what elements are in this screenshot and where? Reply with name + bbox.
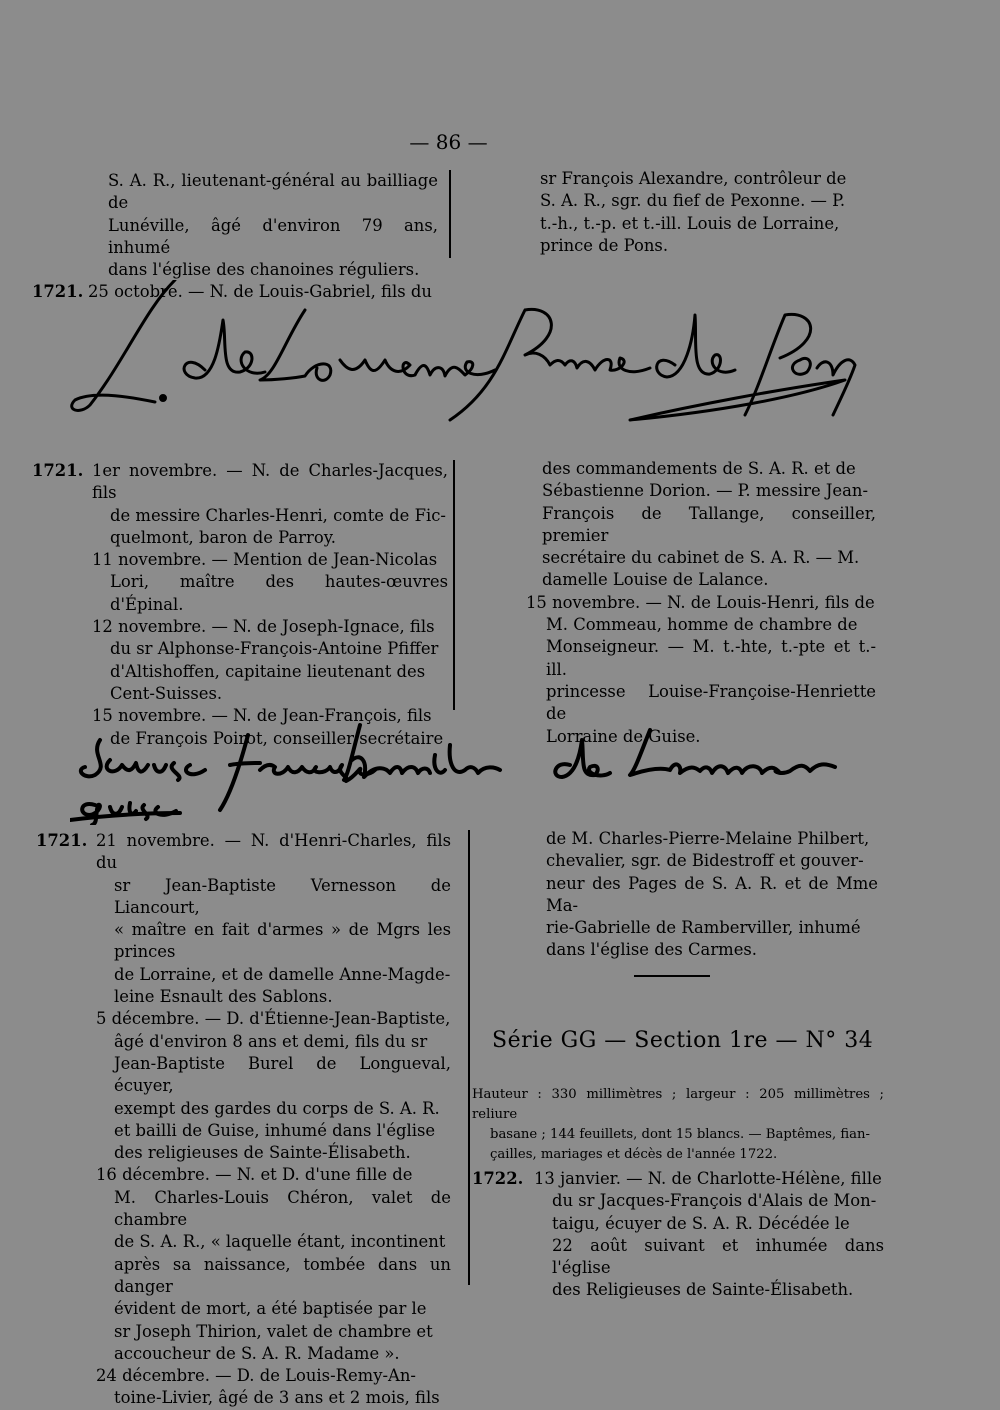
text-line: dans l'église des chanoines réguliers. [108, 260, 420, 280]
text-line: âgé d'environ 8 ans et demi, fils du sr [114, 1031, 428, 1051]
text-line: t.-h., t.-p. et t.-ill. Louis de Lorraine, [540, 213, 840, 233]
section-divider [634, 975, 710, 977]
signature-louise-francoise-henriette-de-lorraine [70, 715, 870, 825]
text-line: 5 décembre. — D. d'Étienne-Jean-Baptiste, [96, 1009, 451, 1029]
block2-left-column [32, 460, 448, 750]
text-line: 22 août suivant et inhumée dans l'église [552, 1235, 884, 1278]
text-line: sr François Alexandre, contrôleur de [540, 169, 847, 188]
text-line [472, 1168, 884, 1190]
text-line: « maître en fait d'armes » de Mgrs les princes [114, 920, 451, 962]
text-line: de messire Charles-Henri, comte de Fic- [110, 505, 446, 525]
column-divider [453, 460, 455, 710]
text-line: toine-Livier, âgé de 3 ans et 2 mois, fils [114, 1388, 440, 1408]
entry-text: 25 octobre. — N. de Louis-Gabriel, fils du [88, 282, 432, 302]
year-label: 1722. [472, 1169, 524, 1188]
text-line: 15 novembre. — N. de Jean-François, fils [92, 706, 432, 726]
block3-right-column [546, 828, 878, 962]
text-line: des commandements de S. A. R. et de [542, 459, 856, 478]
text-line: 12 novembre. — N. de Joseph-Ignace, fils [92, 617, 435, 637]
text-line: S. A. R., sgr. du fief de Pexonne. — P. [540, 191, 846, 211]
series-description [472, 1085, 884, 1165]
text-line: damelle Louise de Lalance. [542, 570, 769, 590]
text-line: basane ; 144 feuillets, dont 15 blancs. — Baptêmes, fian- [490, 1127, 870, 1142]
text-line: exempt des gardes du corps de S. A. R. [114, 1098, 440, 1118]
text-line: de Lorraine, et de damelle Anne-Magde- [114, 964, 451, 984]
signature-lorraine-prince-de-pons [55, 280, 875, 430]
text-line: accoucheur de S. A. R. Madame ». [114, 1343, 400, 1363]
text-line: çailles, mariages et décès de l'année 1722. [490, 1147, 778, 1162]
text-line: chevalier, sgr. de Bidestroff et gouver- [546, 851, 864, 871]
entry-text: 13 janvier. — N. de Charlotte-Hélène, fille [534, 1169, 882, 1188]
block1-right-column [540, 168, 870, 257]
text-line: évident de mort, a été baptisée par le [114, 1299, 427, 1319]
text-line: Cent-Suisses. [110, 683, 223, 703]
text-line [32, 460, 448, 505]
year-label: 1721. [32, 461, 84, 480]
text-line: du sr Jacques-François d'Alais de Mon- [552, 1191, 877, 1211]
text-line: S. A. R., lieutenant-général au bailliage de [108, 171, 438, 213]
text-line: de M. Charles-Pierre-Melaine Philbert, [546, 829, 870, 848]
text-line: rie-Gabrielle de Ramberviller, inhumé [546, 918, 861, 938]
text-line: 15 novembre. — N. de Louis-Henri, fils de [526, 592, 875, 612]
text-line: des religieuses de Sainte-Élisabeth. [114, 1143, 411, 1163]
column-divider [468, 830, 470, 1285]
text-line: de François Poirot, conseiller secrétaire [110, 728, 444, 748]
text-line: sr Jean-Baptiste Vernesson de Liancourt, [114, 875, 451, 917]
entry-text: 21 novembre. — N. d'Henri-Charles, fils du [96, 831, 451, 873]
block2-right-column [526, 458, 876, 748]
text-line: et bailli de Guise, inhumé dans l'église [114, 1120, 436, 1140]
column-divider [449, 170, 451, 258]
entry-1722 [472, 1168, 884, 1302]
text-line: M. Commeau, homme de chambre de [546, 615, 858, 635]
text-line: Hauteur : 330 millimètres ; largeur : 205 millimètres ; reliure [472, 1087, 884, 1122]
series-heading: Série GG — Section 1re — N° 34 [492, 1028, 874, 1053]
page-number: — 86 — [409, 130, 488, 154]
text-line: Jean-Baptiste Burel de Longueval, écuyer, [114, 1053, 451, 1096]
text-line [36, 830, 451, 875]
text-line: neur des Pages de S. A. R. et de Mme Ma- [546, 873, 878, 915]
year-label: 1721. [36, 831, 88, 850]
text-line: Monseigneur. — M. t.-hte, t.-pte et t.-ill. [546, 637, 876, 679]
text-line: princesse Louise-Françoise-Henriette de [546, 681, 876, 724]
text-line: secrétaire du cabinet de S. A. R. — M. [542, 548, 860, 568]
block3-left-column [36, 830, 451, 1410]
text-line: sr Joseph Thirion, valet de chambre et [114, 1321, 433, 1341]
text-line: prince de Pons. [540, 235, 669, 255]
text-line: des Religieuses de Sainte-Élisabeth. [552, 1280, 854, 1300]
text-line: Sébastienne Dorion. — P. messire Jean- [542, 481, 869, 501]
text-line: François de Tallange, conseiller, premier [542, 503, 876, 545]
text-line: leine Esnault des Sablons. [114, 987, 333, 1007]
text-line: quelmont, baron de Parroy. [110, 527, 336, 547]
text-line: de S. A. R., « laquelle étant, incontinent [114, 1232, 446, 1252]
text-line: Lorraine de Guise. [546, 726, 701, 746]
text-line: Lunéville, âgé d'environ 79 ans, inhumé [108, 215, 438, 257]
year-label: 1721. [32, 282, 84, 302]
text-line: 16 décembre. — N. et D. d'une fille de [96, 1165, 413, 1185]
text-line: 11 novembre. — Mention de Jean-Nicolas [92, 550, 438, 570]
entry-text: 1er novembre. — N. de Charles-Jacques, fils [92, 461, 448, 503]
text-line: dans l'église des Carmes. [546, 940, 758, 960]
text-line: après sa naissance, tombée dans un danger [114, 1254, 451, 1296]
text-line: du sr Alphonse-François-Antoine Pfiffer [110, 639, 439, 659]
text-line: taigu, écuyer de S. A. R. Décédée le [552, 1213, 850, 1233]
text-line: d'Altishoffen, capitaine lieutenant des [110, 661, 426, 681]
text-line: M. Charles-Louis Chéron, valet de chambre [114, 1187, 451, 1230]
text-line: Lori, maître des hautes-œuvres d'Épinal. [110, 572, 448, 614]
text-line: 24 décembre. — D. de Louis-Remy-An- [96, 1366, 416, 1386]
